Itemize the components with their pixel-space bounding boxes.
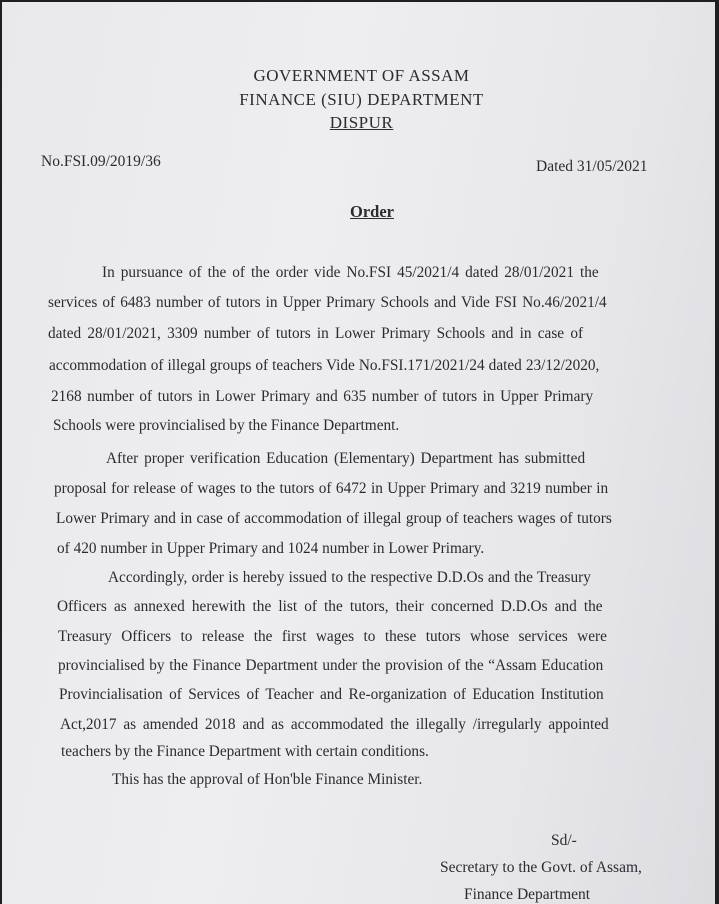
body-line: accommodation of illegal groups of teachers Vide No.FSI.171/2021/24 dated 23/12/2020,: [49, 357, 600, 374]
dated: Dated 31/05/2021: [536, 158, 648, 175]
header-department: FINANCE (SIU) DEPARTMENT: [239, 90, 484, 109]
body-line: of 420 number in Upper Primary and 1024 number in Lower Primary.: [57, 540, 485, 557]
body-line: dated 28/01/2021, 3309 number of tutors in Lower Primary Schools and in case of: [48, 325, 584, 342]
body-line: 2168 number of tutors in Lower Primary and 635 number of tutors in Upper Primary: [51, 388, 594, 405]
body-line: Act,2017 as amended 2018 and as accommodated the illegally /irregularly appointed: [60, 716, 609, 733]
signature-designation: Secretary to the Govt. of Assam,: [440, 859, 642, 876]
body-line: In pursuance of the of the order vide No.FSI 45/2021/4 dated 28/01/2021 the: [102, 264, 599, 281]
body-line: Lower Primary and in case of accommodation of illegal group of teachers wages of tutors: [56, 510, 612, 527]
body-line: Treasury Officers to release the first wages to these tutors whose services were: [58, 628, 607, 645]
order-document: [2, 2, 715, 904]
body-line: After proper verification Education (Elementary) Department has submitted: [106, 450, 586, 467]
order-title: Order: [350, 202, 394, 221]
header-government: GOVERNMENT OF ASSAM: [253, 66, 470, 85]
body-line: This has the approval of Hon'ble Finance Minister.: [112, 771, 423, 788]
body-line: Provincialisation of Services of Teacher and Re-organization of Education Institution: [59, 686, 604, 703]
signature-sd: Sd/-: [551, 832, 577, 849]
reference-number: No.FSI.09/2019/36: [41, 153, 161, 170]
header-place: DISPUR: [329, 113, 394, 132]
body-line: Accordingly, order is hereby issued to the respective D.D.Os and the Treasury: [108, 569, 591, 586]
body-line: services of 6483 number of tutors in Upper Primary Schools and Vide FSI No.46/2021/4: [48, 294, 607, 311]
body-line: teachers by the Finance Department with certain conditions.: [61, 743, 429, 760]
signature-department: Finance Department: [464, 886, 591, 903]
body-line: Officers as annexed herewith the list of the tutors, their concerned D.D.Os and the: [57, 598, 603, 615]
body-line: provincialised by the Finance Department under the provision of the “Assam Education: [58, 657, 604, 674]
body-line: Schools were provincialised by the Finance Department.: [53, 417, 400, 434]
body-line: proposal for release of wages to the tutors of 6472 in Upper Primary and 3219 number in: [54, 480, 609, 497]
